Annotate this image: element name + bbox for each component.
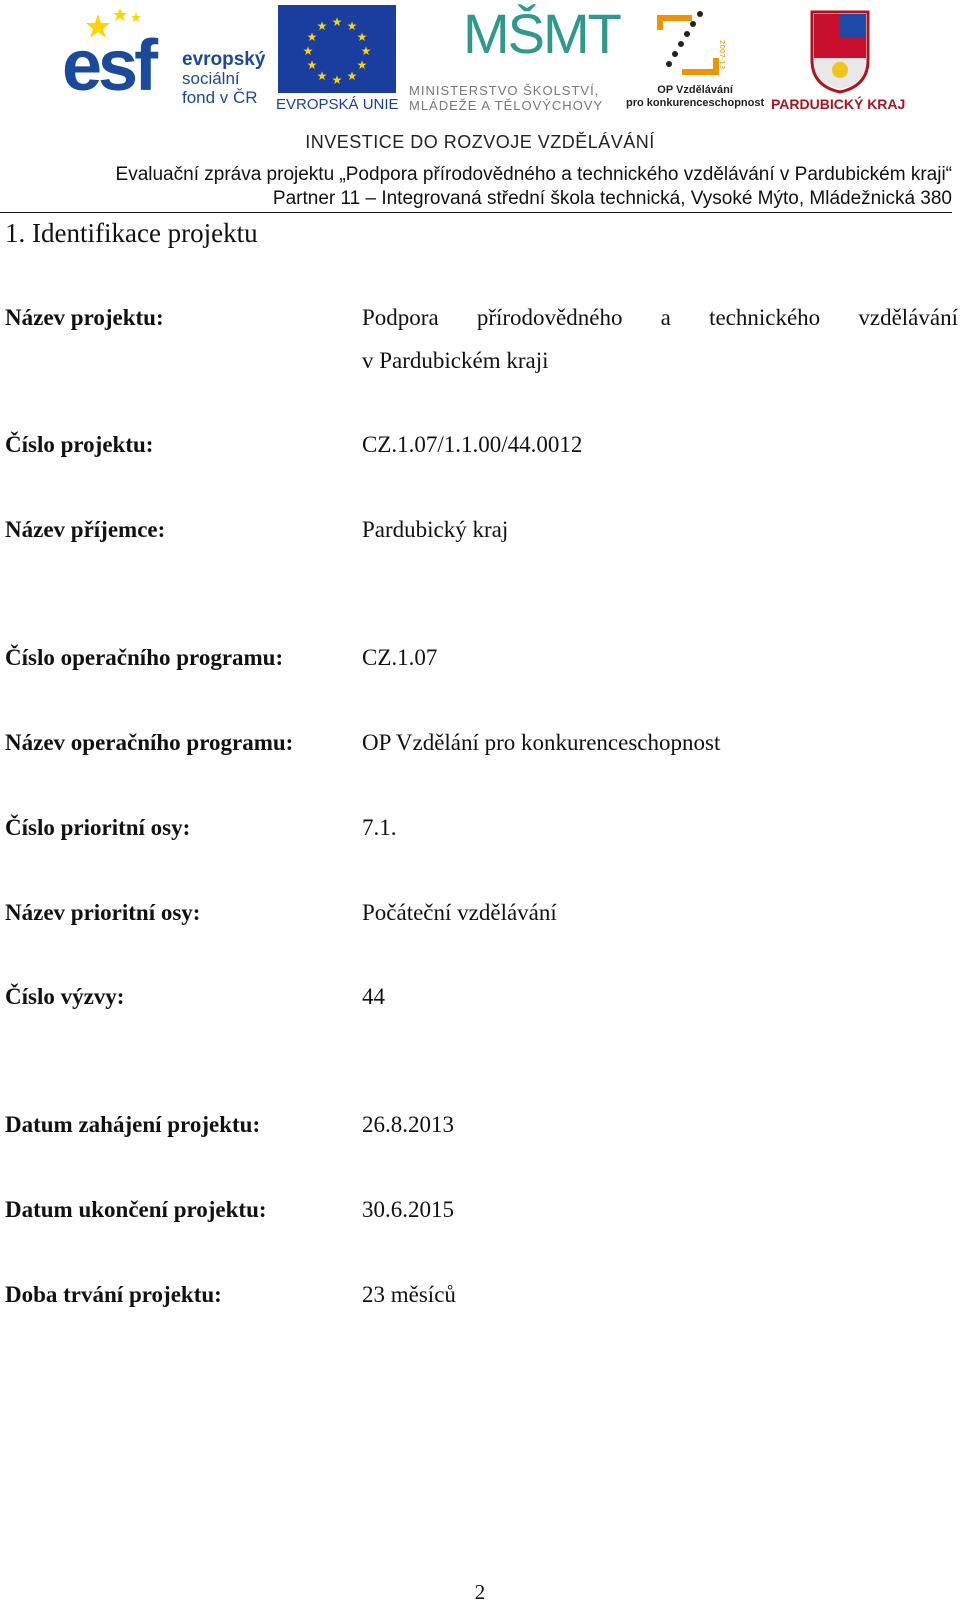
svg-text:★: ★ (360, 44, 372, 58)
field-value: 30.6.2015 (362, 1197, 454, 1222)
tagline: INVESTICE DO ROZVOJE VZDĚLÁVÁNÍ (305, 132, 655, 152)
esf-line-1: evropský (182, 49, 266, 70)
field-label: Název prioritní osy: (5, 900, 201, 925)
partner-line: Partner 11 – Integrovaná střední škola technická, Vysoké Mýto, Mládežnická 380 (272, 188, 952, 209)
svg-text:★: ★ (302, 44, 314, 58)
op-vk-line-2: pro konkurenceschopnost (626, 97, 765, 109)
coat-of-arms-icon (808, 8, 872, 94)
msmt-caption (409, 83, 603, 113)
field-value: Podpora přírodovědného a technického vzdělávání (362, 305, 958, 330)
field-value-continuation: v Pardubickém kraji (362, 348, 549, 373)
msmt-line-1: MINISTERSTVO ŠKOLSTVÍ, (409, 83, 600, 98)
field-label: Číslo prioritní osy: (5, 815, 191, 840)
field-value: CZ.1.07 (362, 645, 438, 670)
svg-text:★: ★ (356, 30, 368, 44)
svg-text:★: ★ (356, 58, 368, 72)
esf-mark: esf (62, 26, 155, 106)
field-label: Doba trvání projektu: (5, 1282, 222, 1307)
field-value: 44 (362, 984, 385, 1009)
svg-text:★: ★ (316, 19, 328, 33)
svg-text:★: ★ (346, 69, 358, 83)
field-value: OP Vzdělání pro konkurenceschopnost (362, 730, 721, 755)
svg-text:★: ★ (306, 58, 318, 72)
svg-text:★: ★ (331, 15, 343, 29)
esf-line-3: fond v ČR (182, 88, 258, 107)
op-vk-line-1: OP Vzdělávání (657, 84, 733, 96)
field-label: Datum zahájení projektu: (5, 1112, 261, 1137)
field-label: Číslo výzvy: (5, 984, 125, 1009)
field-label: Číslo projektu: (5, 432, 154, 457)
field-label: Název příjemce: (5, 517, 166, 542)
field-value: CZ.1.07/1.1.00/44.0012 (362, 432, 583, 457)
svg-text:★: ★ (331, 73, 343, 87)
eu-caption: EVROPSKÁ UNIE (276, 96, 399, 113)
field-value: Pardubický kraj (362, 517, 509, 542)
msmt-mark: MŠMT (463, 2, 620, 65)
svg-text:★: ★ (306, 30, 318, 44)
field-label: Název projektu: (5, 305, 164, 330)
svg-text:★: ★ (316, 69, 328, 83)
esf-line-2: sociální (182, 69, 240, 88)
header-divider (0, 212, 952, 213)
logo-strip (0, 0, 960, 120)
field-label: Název operačního programu: (5, 730, 294, 755)
field-value: 7.1. (362, 815, 397, 840)
pardubicky-kraj-caption: PARDUBICKÝ KRAJ (771, 96, 906, 112)
esf-caption (182, 50, 265, 107)
field-label: Datum ukončení projektu: (5, 1197, 267, 1222)
field-label: Číslo operačního programu: (5, 645, 284, 670)
report-title: Evaluační zpráva projektu „Podpora přírodovědného a technického vzdělávání v Pardubickém kraji“ (115, 164, 952, 185)
msmt-line-2: MLÁDEŽE A TĚLOVÝCHOVY (409, 98, 604, 113)
svg-text:★: ★ (346, 19, 358, 33)
field-value: 23 měsíců (362, 1282, 456, 1307)
page-number: 2 (474, 1580, 486, 1604)
op-vk-badge: 2007-13 (718, 40, 726, 70)
field-value: Počáteční vzdělávání (362, 900, 557, 925)
eu-flag-icon (278, 5, 396, 93)
op-vk-emblem-icon (652, 10, 724, 80)
section-title: 1. Identifikace projektu (5, 218, 258, 248)
field-value: 26.8.2013 (362, 1112, 454, 1137)
op-vk-caption (626, 84, 764, 110)
